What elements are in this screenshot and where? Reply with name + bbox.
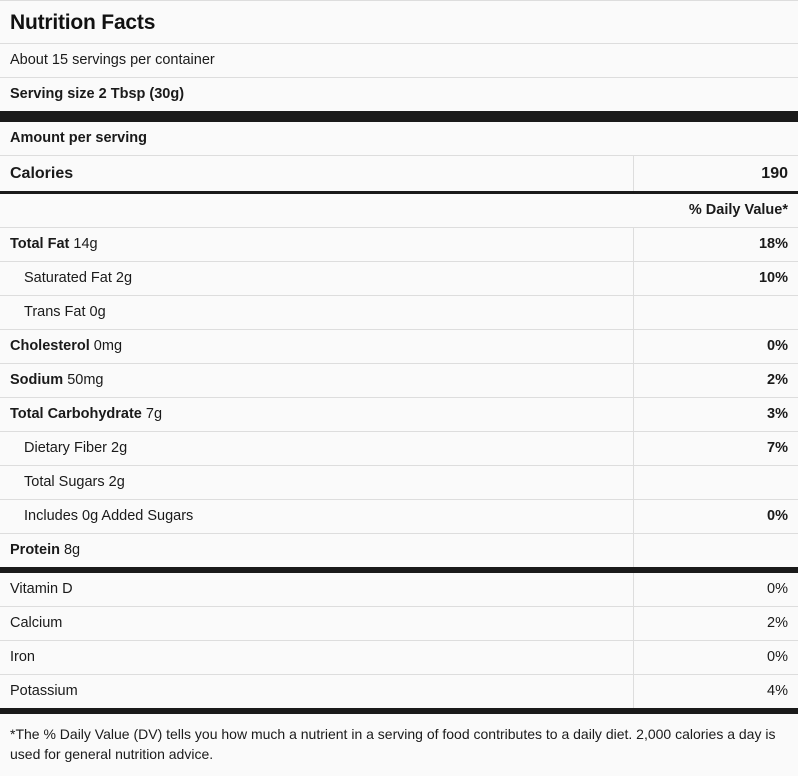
label-title-row [0, 1, 798, 43]
nutrient-name: Includes 0g Added Sugars [24, 508, 194, 524]
vitamin-row [0, 606, 798, 640]
vitamin-daily-value: 4% [633, 675, 798, 708]
daily-value-spacer [0, 194, 633, 227]
vitamin-row [0, 674, 798, 708]
nutrient-daily-value: 7% [633, 432, 798, 465]
vitamin-rows [0, 573, 798, 708]
nutrient-daily-value [633, 466, 798, 499]
nutrient-name: Saturated Fat 2g [24, 270, 133, 286]
amount-per-serving-text: Amount per serving [10, 130, 147, 146]
page-title: Nutrition Facts [10, 11, 156, 34]
calories-row [0, 155, 798, 191]
nutrient-row [0, 499, 798, 533]
nutrient-name: Sodium 50mg [10, 372, 104, 388]
nutrient-name: Total Carbohydrate 7g [10, 406, 163, 422]
calories-value: 190 [633, 156, 798, 191]
nutrient-row [0, 329, 798, 363]
nutrient-name: Cholesterol 0mg [10, 338, 123, 354]
nutrient-name: Total Fat 14g [10, 236, 98, 252]
nutrient-row [0, 431, 798, 465]
nutrient-name: Protein 8g [10, 542, 81, 558]
calories-label: Calories [10, 165, 74, 182]
vitamin-name: Iron [10, 649, 35, 665]
vitamin-name: Vitamin D [10, 581, 73, 597]
vitamin-daily-value: 2% [633, 607, 798, 640]
servings-per-container-row [0, 43, 798, 77]
nutrient-rows [0, 227, 798, 567]
nutrient-row [0, 295, 798, 329]
nutrient-daily-value: 3% [633, 398, 798, 431]
nutrient-name: Trans Fat 0g [24, 304, 106, 320]
amount-per-serving-row [0, 122, 798, 155]
serving-size-text: Serving size 2 Tbsp (30g) [10, 86, 185, 102]
serving-size-row [0, 77, 798, 111]
daily-value-header: % Daily Value* [688, 202, 788, 218]
nutrient-row [0, 227, 798, 261]
nutrient-name: Dietary Fiber 2g [24, 440, 128, 456]
nutrient-row [0, 397, 798, 431]
nutrient-name: Total Sugars 2g [24, 474, 125, 490]
nutrient-daily-value: 0% [633, 500, 798, 533]
nutrient-daily-value [633, 296, 798, 329]
nutrient-row [0, 363, 798, 397]
footnote-text: *The % Daily Value (DV) tells you how much a nutrient in a serving of food contributes to a daily diet. 2,000 calories a day is used for general nutrition advice. [10, 726, 776, 762]
vitamin-daily-value: 0% [633, 573, 798, 606]
nutrient-daily-value: 0% [633, 330, 798, 363]
nutrient-daily-value: 18% [633, 228, 798, 261]
nutrient-row [0, 261, 798, 295]
nutrient-row [0, 533, 798, 567]
daily-value-header-row [0, 194, 798, 227]
nutrient-daily-value [633, 534, 798, 567]
vitamin-row [0, 640, 798, 674]
vitamin-name: Potassium [10, 683, 78, 699]
vitamin-row [0, 573, 798, 606]
nutrient-daily-value: 2% [633, 364, 798, 397]
divider-thick-top [0, 111, 798, 122]
vitamin-name: Calcium [10, 615, 63, 631]
nutrient-daily-value: 10% [633, 262, 798, 295]
vitamin-daily-value: 0% [633, 641, 798, 674]
servings-per-container-text: About 15 servings per container [10, 52, 215, 68]
nutrient-row [0, 465, 798, 499]
